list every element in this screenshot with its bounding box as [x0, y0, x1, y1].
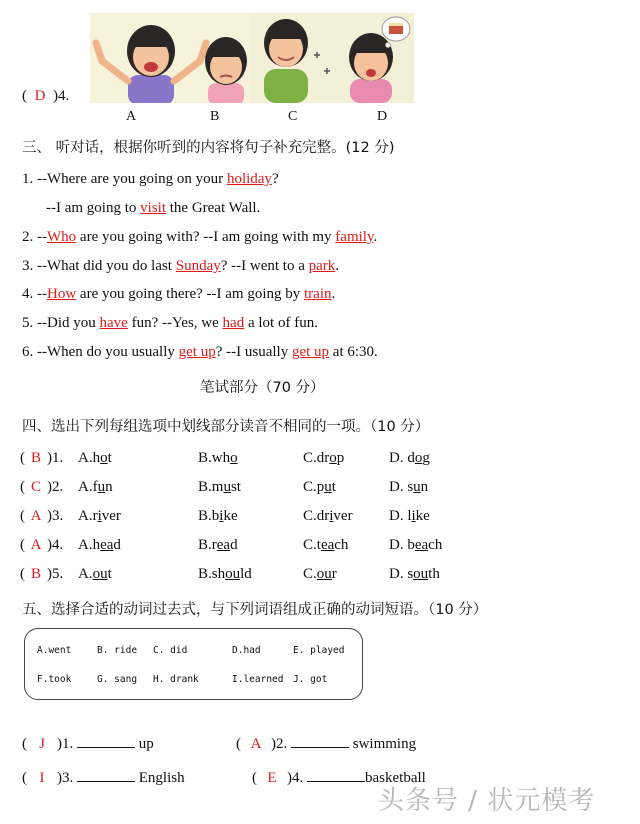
q4-number: )4. — [53, 88, 70, 104]
option-a: A.river — [78, 508, 121, 524]
answer-blank[interactable] — [291, 735, 349, 748]
option-b: B.should — [198, 566, 252, 582]
option-b: B.must — [198, 479, 241, 495]
s4-row: ( C )2. — [20, 479, 64, 495]
word-bank-item: I.learned — [232, 674, 284, 685]
answer-blank[interactable] — [77, 769, 135, 782]
picture-a-b — [90, 13, 250, 103]
option-a: A.out — [78, 566, 112, 582]
s5-item-2: ( A )2. swimming — [236, 736, 417, 752]
option-a: A.hot — [78, 450, 112, 466]
option-a: A.head — [78, 537, 121, 553]
option-a: A.fun — [78, 479, 113, 495]
s5-item-3: ( I )3. English — [22, 770, 185, 786]
option-c: C.put — [303, 479, 336, 495]
watermark: 头条号 / 状元模考 — [378, 786, 596, 816]
label-c: C — [288, 109, 298, 124]
s4-row: ( A )4. — [20, 537, 64, 553]
option-c: C.our — [303, 566, 337, 582]
girls-illustration-ab — [90, 13, 250, 103]
option-b: B.bike — [198, 508, 238, 524]
word-bank-item: G. sang — [97, 674, 138, 685]
s3-line-1b: --I am going to visit the Great Wall. — [46, 200, 261, 216]
paren-open: ( — [22, 88, 27, 104]
option-d: D. south — [389, 566, 440, 582]
q4-answer: D — [34, 88, 46, 104]
s3-line-1: 1. --Where are you going on your holiday? — [22, 171, 279, 187]
option-c: C.driver — [303, 508, 353, 524]
answer-blank[interactable] — [77, 735, 135, 748]
word-bank-item: F.took — [37, 674, 72, 685]
word-bank-item: H. drank — [153, 674, 199, 685]
section-5-heading: 五、选择合适的动词过去式，与下列词语组成正确的动词短语。（10 分） — [22, 602, 488, 618]
s5-item-1: ( J )1. up — [22, 736, 154, 752]
word-bank-item: A.went — [37, 645, 72, 656]
label-a: A — [126, 109, 137, 124]
word-bank-item: D.had — [232, 645, 261, 656]
answer-blank[interactable] — [307, 769, 365, 782]
label-b: B — [210, 109, 220, 124]
option-c: C.drop — [303, 450, 345, 466]
word-bank-box — [24, 628, 363, 700]
option-b: B.who — [198, 450, 238, 466]
question-4-marker — [22, 88, 69, 105]
section-3-heading: 三、 听对话，根据你听到的内容将句子补充完整。(12 分) — [22, 140, 395, 156]
section-4-heading: 四、选出下列每组选项中划线部分读音不相同的一项。（10 分） — [22, 419, 430, 435]
option-b: B.read — [198, 537, 238, 553]
s5-item-4: ( E )4. basketball — [252, 770, 426, 786]
written-part-title: 笔试部分（70 分） — [200, 380, 325, 396]
s4-row: ( A )3. — [20, 508, 64, 524]
word-bank-item: J. got — [293, 674, 328, 685]
s3-line-3: 3. --What did you do last Sunday? --I went to a park. — [22, 258, 340, 274]
word-bank-item: C. did — [153, 645, 188, 656]
option-d: D. sun — [389, 479, 429, 495]
word-bank-item: E. played — [293, 645, 345, 656]
option-d: D. dog — [389, 450, 430, 466]
picture-c-d — [250, 13, 414, 103]
s3-line-4: 4. --How are you going there? --I am going by train. — [22, 286, 336, 302]
s4-row: ( B )5. — [20, 566, 64, 582]
word-bank-item: B. ride — [97, 645, 138, 656]
option-c: C.teach — [303, 537, 349, 553]
option-d: D. beach — [389, 537, 443, 553]
girls-illustration-cd — [250, 13, 414, 103]
s4-row: ( B )1. — [20, 450, 64, 466]
label-d: D — [377, 109, 388, 124]
option-d: D. like — [389, 508, 430, 524]
s3-line-2: 2. --Who are you going with? --I am going with my family. — [22, 229, 378, 245]
s3-line-6: 6. --When do you usually get up? --I usually get up at 6:30. — [22, 344, 378, 360]
s3-line-5: 5. --Did you have fun? --Yes, we had a lot of fun. — [22, 315, 318, 331]
